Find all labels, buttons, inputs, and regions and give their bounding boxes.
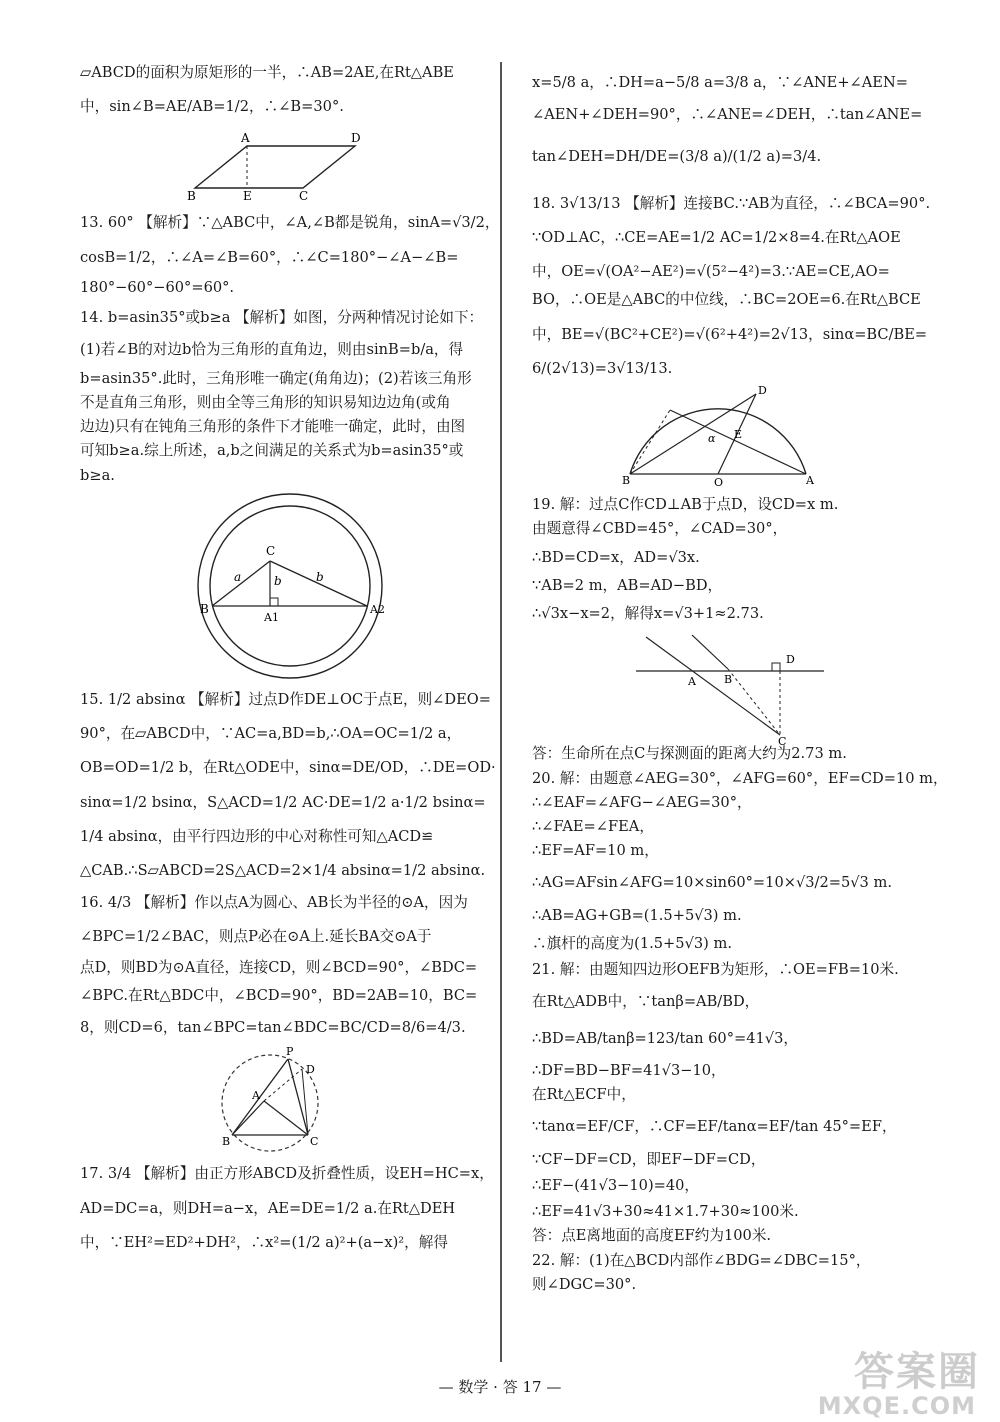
figure-label: E (734, 428, 743, 442)
left-column (80, 60, 500, 1252)
figure-label: b (274, 573, 282, 588)
text-line: 中，OE=√(OA²−AE²)=√(5²−4²)=3.∵AE=CE,AO= (532, 263, 890, 281)
watermark-url: MXQE.COM (817, 1392, 976, 1420)
figure-label: D (351, 131, 361, 146)
text-line: 15. 1/2 absinα 【解析】过点D作DE⊥OC于点E，则∠DEO= (80, 690, 491, 708)
figure-label: C (266, 543, 276, 558)
text-line: ∴AB=AG+GB=(1.5+5√3) m. (532, 906, 742, 924)
text-line: ∴BD=CD=x，AD=√3x. (532, 548, 700, 566)
text-line: 点D，则BD为⊙A直径，连接CD，则∠BCD=90°，∠BDC= (80, 958, 478, 976)
text-line: ∴∠FAE=∠FEA， (532, 817, 654, 835)
text-line: 6/(2√13)=3√13/13. (532, 359, 673, 377)
figure-label: B (622, 474, 631, 488)
figure-label: D (306, 1063, 315, 1077)
figure-label: C (310, 1135, 319, 1149)
figure-label: B (222, 1135, 231, 1149)
text-line: sinα=1/2 bsinα，S△ACD=1/2 AC·DE=1/2 a·1/2 bsinα= (80, 793, 486, 811)
figure-label: D (758, 384, 767, 398)
text-line: 180°−60°−60°=60°. (80, 278, 235, 296)
text-line: 中，BE=√(BC²+CE²)=√(6²+4²)=2√13，sinα=BC/BE= (532, 325, 928, 343)
figure-label: A (688, 675, 696, 689)
figure-label: B (724, 673, 733, 687)
text-line: 答：点E离地面的高度EF约为100米. (532, 1227, 772, 1245)
text-line: 中，sin∠B=AE/AB=1/2，∴∠B=30°. (80, 98, 344, 116)
text-line: 8，则CD=6，tan∠BPC=tan∠BDC=BC/CD=8/6=4/3. (80, 1019, 466, 1037)
parallelogram-figure (185, 130, 445, 202)
text-line: 不是直角三角形，则由全等三角形的知识易知边边角(或角 (80, 393, 451, 411)
text-line: ∴EF−(41√3−10)=40， (532, 1176, 700, 1194)
figure-label: A (241, 131, 250, 146)
page-footer: — 数学 · 答 17 — (438, 1378, 562, 1396)
text-line: 1/4 absinα，由平行四边形的中心对称性可知△ACD≌ (80, 827, 434, 845)
figure-label: A (806, 474, 814, 488)
inscribed-circle-figure (210, 1045, 410, 1155)
figure-label: P (286, 1045, 294, 1059)
text-line: 22. 解：(1)在△BCD内部作∠BDG=∠DBC=15°， (532, 1251, 871, 1269)
text-line: ∴AG=AFsin∠AFG=10×sin60°=10×√3/2=5√3 m. (532, 874, 892, 892)
text-line: x=5/8 a，∴DH=a−5/8 a=3/8 a，∵∠ANE+∠AEN= (532, 74, 908, 91)
text-line: 16. 4/3 【解析】作以点A为圆心、AB长为半径的⊙A，因为 (80, 894, 468, 912)
text-line: ∠BPC=1/2∠BAC，则点P必在⊙A上.延长BA交⊙A于 (80, 928, 432, 946)
figure-label: E (243, 189, 252, 204)
text-line: 21. 解：由题知四边形OEFB为矩形，∴OE=FB=10米. (532, 961, 899, 979)
text-line: (1)若∠B的对边b恰为三角形的直角边，则由sinB=b/a，得 (80, 341, 464, 359)
text-line: ∠BPC.在Rt△BDC中，∠BCD=90°，BD=2AB=10，BC= (80, 986, 478, 1004)
rays-figure (632, 631, 852, 749)
text-line: 边边)只有在钝角三角形的条件下才能唯一确定，此时，由图 (80, 418, 466, 436)
text-line: 可知b≥a.综上所述，a,b之间满足的关系式为b=asin35°或 (80, 442, 464, 460)
figure-label: α (708, 432, 716, 446)
text-line: b≥a. (80, 466, 115, 484)
right-column (532, 60, 948, 1294)
text-line: 在Rt△ECF中， (532, 1086, 636, 1104)
watermark-logo: 答案圈 (854, 1349, 980, 1395)
text-line: b=asin35°.此时，三角形唯一确定(角角边)；(2)若该三角形 (80, 369, 472, 387)
text-line: 20. 解：由题意∠AEG=30°，∠AFG=60°，EF=CD=10 m， (532, 769, 948, 787)
text-line: 13. 60° 【解析】∵△ABC中，∠A,∠B都是锐角，sinA=√3/2， (80, 214, 500, 232)
text-line: ∴∠EAF=∠AFG−∠AEG=30°， (532, 793, 752, 811)
text-line: 在Rt△ADB中，∵tanβ=AB/BD， (532, 993, 760, 1011)
figure-label: A (252, 1089, 260, 1103)
text-line: ∵tanα=EF/CF，∴CF=EF/tanα=EF/tan 45°=EF， (532, 1118, 897, 1136)
figure-label: b (316, 569, 324, 584)
figure-label: A1 (264, 610, 279, 624)
text-line: AD=DC=a，则DH=a−x，AE=DE=1/2 a.在Rt△DEH (80, 1199, 456, 1217)
text-line: OB=OD=1/2 b，在Rt△ODE中，sinα=DE/OD，∴DE=OD· (80, 759, 496, 777)
text-line: ∴EF=AF=10 m， (532, 842, 659, 860)
text-line: 17. 3/4 【解析】由正方形ABCD及折叠性质，设EH=HC=x， (80, 1165, 494, 1183)
figure-label: D (786, 653, 795, 667)
text-line: ∴EF=41√3+30≈41×1.7+30≈100米. (532, 1203, 799, 1221)
text-line: BO，∴OE是△ABC的中位线，∴BC=2OE=6.在Rt△BCE (532, 291, 921, 309)
semicircle-figure (622, 384, 842, 490)
text-line: 则∠DGC=30°. (532, 1275, 637, 1293)
text-line: cosB=1/2，∴∠A=∠B=60°，∴∠C=180°−∠A−∠B= (80, 248, 459, 266)
text-line: ∴DF=BD−BF=41√3−10， (532, 1061, 726, 1079)
figure-label: A2 (370, 602, 385, 616)
column-divider (500, 62, 502, 1362)
text-line: 14. b=asin35°或b≥a 【解析】如图，分两种情况讨论如下： (80, 309, 484, 327)
text-line: ∵OD⊥AC，∴CE=AE=1/2 AC=1/2×8=4.在Rt△AOE (532, 228, 901, 246)
text-line: ∴√3x−x=2，解得x=√3+1≈2.73. (532, 605, 764, 623)
text-line: ▱ABCD的面积为原矩形的一半，∴AB=2AE,在Rt△ABE (80, 64, 454, 81)
figure-label: O (714, 476, 724, 490)
text-line: ∵AB=2 m，AB=AD−BD， (532, 576, 723, 594)
text-line: 18. 3√13/13 【解析】连接BC.∵AB为直径，∴∠BCA=90°. (532, 194, 931, 212)
text-line: tan∠DEH=DH/DE=(3/8 a)/(1/2 a)=3/4. (532, 148, 822, 166)
text-line: ∵CF−DF=CD，即EF−DF=CD， (532, 1150, 766, 1168)
text-line: ∠AEN+∠DEH=90°，∴∠ANE=∠DEH，∴tan∠ANE= (532, 106, 923, 124)
text-line: 由题意得∠CBD=45°，∠CAD=30°， (532, 520, 788, 538)
text-line: 中，∵EH²=ED²+DH²，∴x²=(1/2 a)²+(a−x)²，解得 (80, 1233, 448, 1251)
figure-label: B (187, 189, 196, 204)
concentric-circles-figure (160, 491, 420, 681)
figure-label: C (299, 189, 309, 204)
figure-label: B (200, 601, 209, 616)
figure-label: C (778, 735, 787, 749)
text-line: △CAB.∴S▱ABCD=2S△ACD=2×1/4 absinα=1/2 absinα. (80, 861, 486, 879)
text-line: 答：生命所在点C与探测面的距离大约为2.73 m. (532, 745, 847, 763)
text-line: 19. 解：过点C作CD⊥AB于点D，设CD=x m. (532, 496, 839, 514)
figure-label: a (234, 569, 242, 584)
text-line: ∴BD=AB/tanβ=123/tan 60°=41√3， (532, 1029, 798, 1047)
text-line: ∴旗杆的高度为(1.5+5√3) m. (532, 934, 732, 952)
text-line: 90°，在▱ABCD中，∵AC=a,BD=b,∴OA=OC=1/2 a， (80, 725, 462, 743)
